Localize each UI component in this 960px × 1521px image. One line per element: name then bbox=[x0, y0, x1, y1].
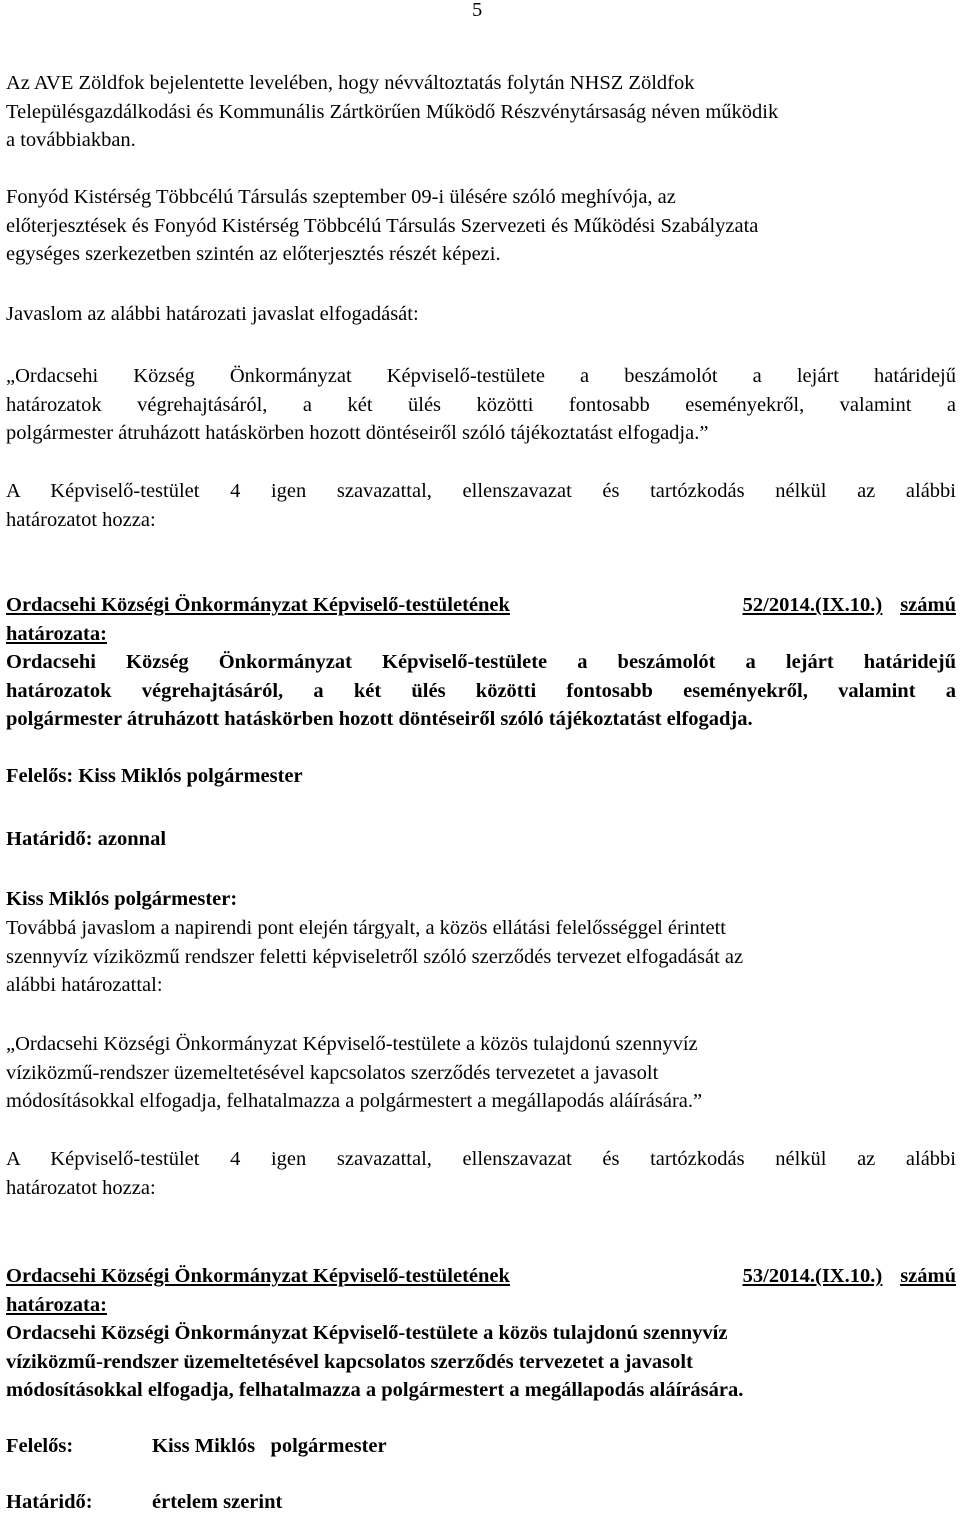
speaker-label: Kiss Miklós polgármester: bbox=[6, 888, 238, 910]
paragraph-name-change: Az AVE Zöldfok bejelentette levelében, hogy névváltoztatás folytán NHSZ Zöldfok Településgazdálkodási és Kommunális Zártkörűen Működő Részvénytársaság néven működik a továbbiakban. bbox=[6, 72, 779, 151]
resolution-53-deadline: Határidő: értelem szerint bbox=[6, 1491, 283, 1513]
quote-resolution-draft-1: „Ordacsehi Község Önkormányzat Képviselő-testülete a beszámolót a lejárt határidejű határozatok végrehajtásáról, a két ülés közötti fontosabb eseményekről, valamint a polgármester átruházott hatáskörben hozott döntéseiről szóló tájékoztatást elfogadja.” bbox=[6, 365, 956, 444]
paragraph-invitation: Fonyód Kistérség Többcélú Társulás szeptember 09-i ülésére szóló meghívója, az előterjesztések és Fonyód Kistérség Többcélú Társulás Szervezeti és Működési Szabályzata egységes szerkezetben szintén az előterjesztés részét képezi. bbox=[6, 186, 759, 265]
resolution-52-responsible: Felelős: Kiss Miklós polgármester bbox=[6, 765, 303, 787]
resolution-53-responsible: Felelős: Kiss Miklós polgármester bbox=[6, 1435, 387, 1457]
quote-resolution-draft-2: „Ordacsehi Községi Önkormányzat Képviselő-testülete a közös tulajdonú szennyvíz víziközmű-rendszer üzemeltetésével kapcsolatos szerződés tervezetet a javasolt módosításokkal elfogadja, felhatalmazza a polgármestert a megállapodás aláírására.” bbox=[6, 1033, 703, 1112]
resolution-53-title: Ordacsehi Községi Önkormányzat Képviselő-testületének 53/2014.(IX.10.) számú bbox=[6, 1265, 956, 1287]
vote-statement-1: A Képviselő-testület 4 igen szavazattal, ellenszavazat és tartózkodás nélkül az alábbi határozatot hozza: bbox=[6, 480, 956, 531]
resolution-52-title: Ordacsehi Községi Önkormányzat Képviselő-testületének 52/2014.(IX.10.) számú bbox=[6, 594, 956, 616]
paragraph-proposal-2: Továbbá javaslom a napirendi pont elején tárgyalt, a közös ellátási felelősséggel érintett szennyvíz víziközmű rendszer feletti képviseletről szóló szerződés tervezet elfogadását az alábbi határozattal: bbox=[6, 917, 744, 996]
page-number: 5 bbox=[472, 0, 483, 21]
resolution-52: Ordacsehi Községi Önkormányzat Képviselő-testületének 52/2014.(IX.10.) számú határozata: Ordacsehi Község Önkormányzat Képviselő-testülete a beszámolót a lejárt határidejű határozatok végrehajtásáról, a két ülés közötti fontosabb eseményekről, valamint a polgármester átruházott hatáskörben hozott döntéseiről szóló tájékoztatást elfogadja. bbox=[6, 591, 956, 734]
resolution-52-deadline: Határidő: azonnal bbox=[6, 828, 167, 850]
vote-statement-2: A Képviselő-testület 4 igen szavazattal, ellenszavazat és tartózkodás nélkül az alábbi határozatot hozza: bbox=[6, 1148, 956, 1199]
paragraph-proposal: Javaslom az alábbi határozati javaslat elfogadását: bbox=[6, 303, 419, 325]
resolution-53: Ordacsehi Községi Önkormányzat Képviselő-testületének 53/2014.(IX.10.) számú határozata: Ordacsehi Községi Önkormányzat Képviselő-testülete a közös tulajdonú szennyvíz víziközmű-rendszer üzemeltetésével kapcsolatos szerződés tervezetet a javasolt módosításokkal elfogadja, felhatalmazza a polgármestert a megállapodás aláírására. bbox=[6, 1262, 956, 1405]
